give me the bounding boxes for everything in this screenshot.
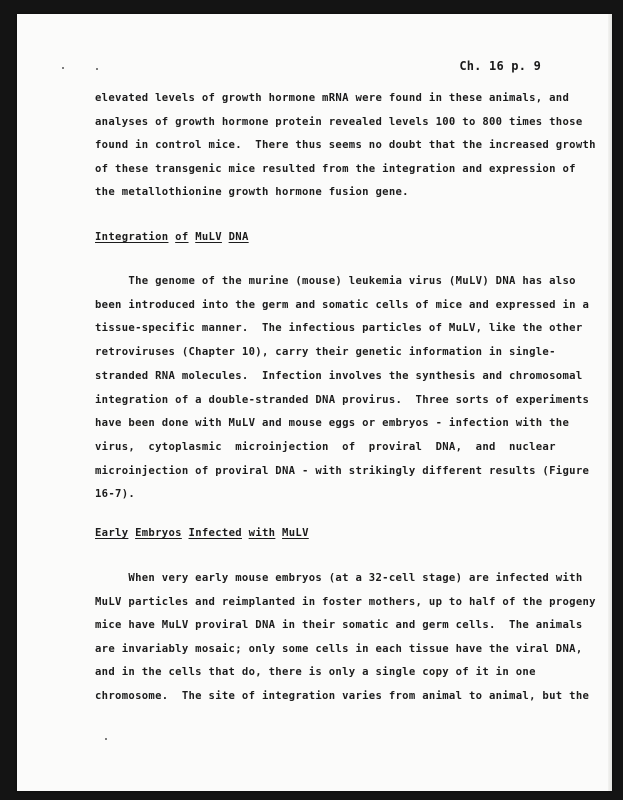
scan-speck (62, 67, 64, 69)
text-line: analyses of growth hormone protein revealed levels 100 to 800 times those (95, 115, 583, 128)
heading-word: DNA (228, 231, 249, 243)
text-line: When very early mouse embryos (at a 32-cell stage) are infected with (95, 572, 583, 584)
heading-word: MuLV (195, 231, 222, 243)
text-line: integration of a double-stranded DNA provirus. Three sorts of experiments (95, 393, 590, 406)
text-line: chromosome. The site of integration varies from animal to animal, but the (95, 690, 590, 702)
heading-word: MuLV (282, 527, 309, 539)
text-line: stranded RNA molecules. Infection involves the synthesis and chromosomal (95, 369, 583, 382)
section-heading-early-embryos-infected (95, 527, 309, 539)
heading-word: of (175, 231, 189, 243)
text-line: 16-7). (95, 488, 136, 501)
text-line: The genome of the murine (mouse) leukemia virus (MuLV) DNA has also (95, 275, 576, 287)
text-line: are invariably mosaic; only some cells in each tissue have the viral DNA, (95, 642, 583, 655)
text-line: mice have MuLV proviral DNA in their somatic and germ cells. The animals (95, 619, 583, 632)
heading-word: Infected (188, 527, 242, 539)
heading-word: with (248, 527, 276, 539)
heading-word: Embryos (135, 527, 182, 539)
section-heading-integration-of-mulv-dna (95, 231, 249, 243)
heading-word: Integration (95, 231, 169, 243)
text-line: virus, cytoplasmic microinjection of proviral DNA, and nuclear (95, 440, 556, 453)
text-line: the metallothionine growth hormone fusion gene. (95, 186, 409, 199)
text-line: tissue-specific manner. The infectious particles of MuLV, like the other (95, 322, 583, 335)
text-line: of these transgenic mice resulted from the integration and expression of (95, 162, 576, 175)
scan-speck (96, 68, 98, 70)
heading-word: Early (95, 527, 129, 539)
text-line: microinjection of proviral DNA - with strikingly different results (Figure (95, 464, 590, 477)
text-line: found in control mice. There thus seems no doubt that the increased growth (95, 139, 596, 152)
page-edge (608, 14, 612, 791)
text-line: have been done with MuLV and mouse eggs or embryos - infection with the (95, 417, 570, 430)
text-line: been introduced into the germ and somatic cells of mice and expressed in a (95, 298, 590, 311)
text-line: retroviruses (Chapter 10), carry their genetic information in single- (95, 346, 556, 359)
scan-speck (105, 738, 107, 740)
text-line: elevated levels of growth hormone mRNA were found in these animals, and (95, 92, 570, 104)
text-line: and in the cells that do, there is only a single copy of it in one (95, 666, 536, 679)
page-header: Ch. 16 p. 9 (459, 59, 541, 73)
text-line: MuLV particles and reimplanted in foster mothers, up to half of the progeny (95, 595, 596, 608)
